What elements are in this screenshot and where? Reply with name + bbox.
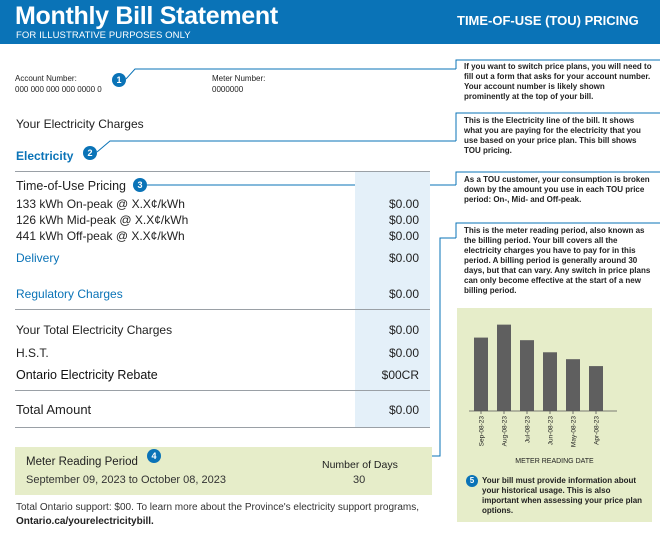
- chart-bar-Sep-08-23: [474, 338, 488, 411]
- divider: [15, 309, 430, 310]
- chart-x-axis-label: METER READING DATE: [515, 458, 594, 465]
- divider: [15, 171, 430, 172]
- callout-badge-3: 3: [133, 178, 147, 192]
- chart-bar-May-08-23: [566, 359, 580, 411]
- support-link[interactable]: Ontario.ca/yourelectricitybill.: [16, 516, 154, 527]
- chart-x-tick-label: Jun-08-23: [547, 416, 555, 446]
- account-number-value: 000 000 000 000 0000 0: [15, 85, 102, 94]
- meter-period-label: Meter Reading Period: [26, 456, 138, 468]
- note-account-number: If you want to switch price plans, you will need to fill out a form that asks for your account number. Your account number is likely shown prominently at the top of your bill.: [464, 62, 652, 101]
- account-number-label: Account Number:: [15, 74, 77, 83]
- meter-period-dates: September 09, 2023 to October 08, 2023: [26, 474, 226, 486]
- chart-bar-Jul-08-23: [520, 340, 534, 411]
- chart-bar-Apr-08-23: [589, 366, 603, 411]
- page-title: Monthly Bill Statement: [15, 2, 278, 30]
- callout-line-1: [126, 69, 456, 79]
- on-peak-row-label: 133 kWh On-peak @ X.X¢/kWh: [16, 197, 185, 211]
- page-subtitle: FOR ILLUSTRATIVE PURPOSES ONLY: [16, 30, 191, 41]
- divider: [15, 427, 430, 428]
- hst-label: H.S.T.: [16, 346, 49, 360]
- electricity-heading: Electricity: [16, 149, 74, 163]
- callout-line-2: [97, 141, 456, 152]
- meter-number-value: 0000000: [212, 85, 244, 94]
- total-electricity-label: Your Total Electricity Charges: [16, 323, 173, 337]
- chart-x-tick-label: May-08-23: [570, 416, 578, 448]
- callout-badge-1: 1: [112, 73, 126, 87]
- total-amount-label: Total Amount: [16, 402, 92, 417]
- charges-heading: Your Electricity Charges: [16, 117, 144, 131]
- tou-pricing-heading: Time-of-Use Pricing: [16, 179, 126, 193]
- rebate-value: $00CR: [381, 368, 419, 382]
- days-value: 30: [353, 474, 366, 486]
- divider: [15, 390, 430, 391]
- usage-history-chart: [457, 308, 652, 480]
- note-historical-usage: Your bill must provide information about your historical usage. This is also important when assessing your price plan options.: [482, 476, 643, 515]
- meter-number-label: Meter Number:: [212, 74, 266, 83]
- chart-x-tick-label: Sep-08-23: [478, 416, 486, 447]
- rebate-label: Ontario Electricity Rebate: [16, 368, 158, 382]
- mid-peak-row-value: $0.00: [388, 213, 419, 227]
- usage-history-chart-box: [457, 308, 652, 522]
- chart-bar-Aug-08-23: [497, 325, 511, 411]
- tou-pricing-title: TIME-OF-USE (TOU) PRICING: [457, 13, 639, 28]
- chart-x-tick-label: Apr-08-23: [593, 416, 601, 445]
- chart-x-tick-label: Jul-08-23: [524, 416, 532, 444]
- off-peak-row-value: $0.00: [388, 229, 419, 243]
- mid-peak-row-label: 126 kWh Mid-peak @ X.X¢/kWh: [16, 213, 189, 227]
- note-billing-period: This is the meter reading period, also known as the billing period. Your bill covers all the electricity charges you have to pay for in this period. A billing period is generally around 30 days, but that can vary. Any switch in price plans can only become effective at the start of a new billing period.: [464, 226, 651, 295]
- delivery-value: $0.00: [388, 251, 419, 265]
- total-amount-value: $0.00: [388, 403, 419, 417]
- hst-value: $0.00: [388, 346, 419, 360]
- total-electricity-value: $0.00: [388, 323, 419, 337]
- callout-badge-2: 2: [83, 146, 97, 160]
- note-tou-consumption: As a TOU customer, your consumption is broken down by the amount you use in each TOU price period: On-, Mid- and Off-peak.: [464, 175, 650, 204]
- chart-bar-Jun-08-23: [543, 352, 557, 411]
- regulatory-label: Regulatory Charges: [16, 287, 123, 301]
- off-peak-row-label: 441 kWh Off-peak @ X.X¢/kWh: [16, 229, 185, 243]
- note-electricity-line: This is the Electricity line of the bill. It shows what you are paying for the electricity that you use based on your price plan. This bill shows TOU pricing.: [464, 116, 641, 155]
- callout-badge-5: 5: [466, 475, 478, 487]
- regulatory-value: $0.00: [388, 287, 419, 301]
- support-text: Total Ontario support: $00. To learn more about the Province's electricity support programs,: [16, 502, 420, 513]
- callout-badge-4: 4: [147, 449, 161, 463]
- meter-reading-box: [15, 447, 432, 495]
- delivery-label: Delivery: [16, 251, 60, 265]
- chart-x-tick-label: Aug-08-23: [501, 416, 509, 447]
- on-peak-row-value: $0.00: [388, 197, 419, 211]
- days-label: Number of Days: [322, 459, 398, 471]
